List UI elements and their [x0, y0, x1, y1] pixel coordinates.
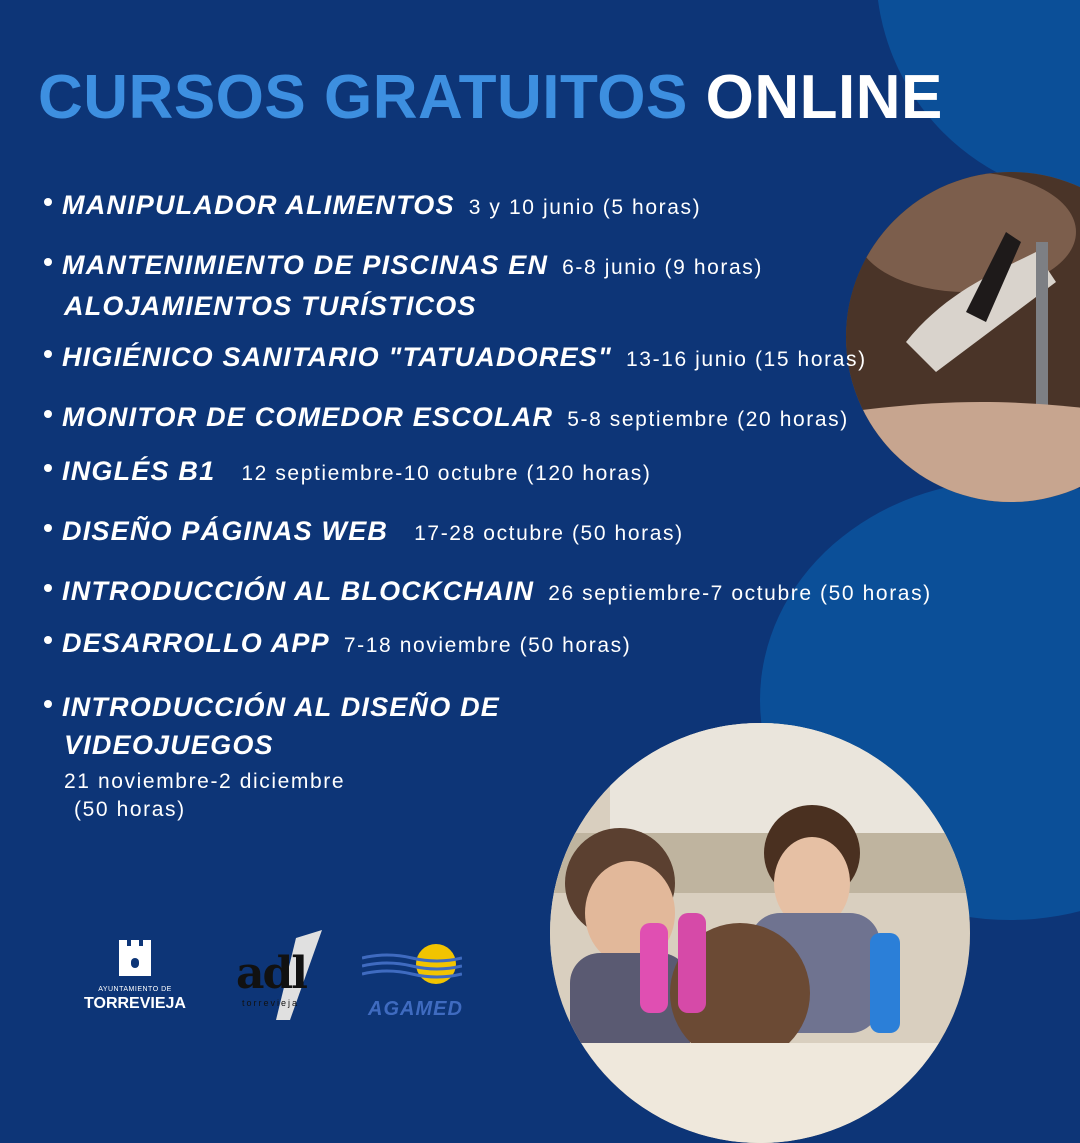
course-name: HIGIÉNICO SANITARIO "TATUADORES": [62, 342, 613, 372]
course-date: 21 noviembre-2 diciembre: [64, 770, 346, 793]
title-part-free-courses: CURSOS GRATUITOS: [38, 63, 688, 132]
sun-waves-icon: [362, 938, 462, 998]
course-date: 3 y 10 junio (5 horas): [468, 196, 702, 219]
agamed-text: AGAMED: [368, 998, 463, 1020]
course-item: [44, 452, 651, 493]
course-item: [44, 688, 500, 824]
course-name-line2: ALOJAMIENTOS TURÍSTICOS: [64, 291, 477, 321]
course-name: MANIPULADOR ALIMENTOS: [62, 190, 455, 220]
adl-sub-text: torrevieja: [242, 998, 300, 1008]
bullet-icon: [44, 636, 52, 644]
adl-torrevieja-logo: [234, 930, 330, 1020]
course-item: [44, 624, 631, 665]
course-item: [44, 572, 932, 613]
course-date: 17-28 octubre (50 horas): [414, 522, 684, 545]
children-dining-photo: [550, 723, 970, 1143]
bullet-icon: [44, 584, 52, 592]
title-part-online: ONLINE: [705, 63, 943, 132]
bullet-icon: [44, 198, 52, 206]
course-name: DISEÑO PÁGINAS WEB: [62, 516, 389, 546]
page-title: [38, 62, 943, 133]
course-item: [44, 338, 867, 379]
course-name-line2: VIDEOJUEGOS: [64, 730, 274, 760]
bullet-icon: [44, 350, 52, 358]
course-item: [44, 246, 763, 325]
agamed-logo: [362, 938, 462, 1030]
course-name: INGLÉS B1: [62, 456, 216, 486]
torrevieja-council-logo: [78, 936, 192, 1022]
bullet-icon: [44, 524, 52, 532]
course-item: [44, 512, 684, 553]
bullet-icon: [44, 258, 52, 266]
course-name: INTRODUCCIÓN AL BLOCKCHAIN: [62, 576, 535, 606]
bullet-icon: [44, 410, 52, 418]
course-name: INTRODUCCIÓN AL DISEÑO DE: [62, 692, 501, 722]
adl-mark-text: adl: [236, 948, 306, 999]
course-name: DESARROLLO APP: [62, 628, 330, 658]
logo-big-text: TORREVIEJA: [84, 995, 186, 1012]
course-date: 6-8 junio (9 horas): [562, 256, 763, 279]
course-duration: (50 horas): [74, 798, 186, 821]
course-date: 26 septiembre-7 octubre (50 horas): [548, 582, 932, 605]
bullet-icon: [44, 700, 52, 708]
course-name: MANTENIMIENTO DE PISCINAS EN: [62, 250, 549, 280]
course-item: [44, 398, 849, 439]
course-date: 5-8 septiembre (20 horas): [567, 408, 849, 431]
castle-icon: [113, 936, 157, 980]
course-date: 7-18 noviembre (50 horas): [343, 634, 632, 657]
course-date: 13-16 junio (15 horas): [626, 348, 867, 371]
course-date: 12 septiembre-10 octubre (120 horas): [241, 462, 652, 485]
logo-small-text: AYUNTAMIENTO DE: [98, 986, 172, 993]
tattoo-artist-photo: [846, 172, 1080, 502]
course-name: MONITOR DE COMEDOR ESCOLAR: [62, 402, 554, 432]
bullet-icon: [44, 464, 52, 472]
course-item: [44, 186, 701, 227]
